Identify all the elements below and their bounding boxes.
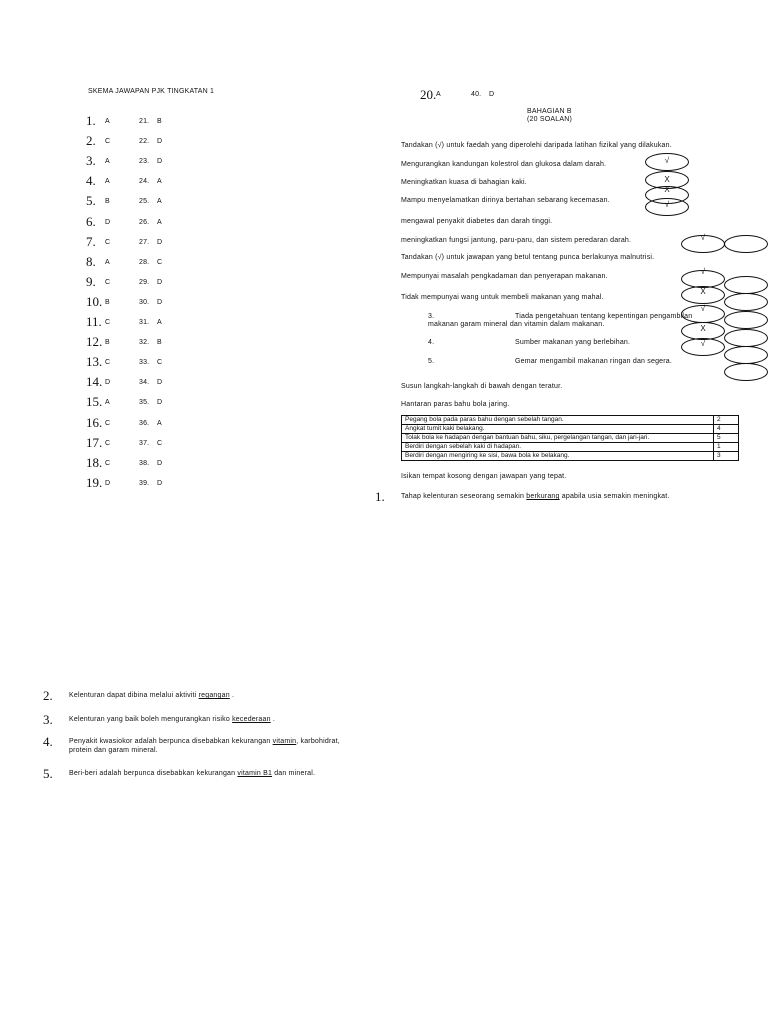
answer-value-2: B (157, 339, 162, 346)
answer-value-2: A (157, 178, 162, 185)
answer-oval (724, 235, 768, 253)
step-text: Berdiri dengan mengiring ke sisi, bawa bola ke belakang. (402, 452, 714, 461)
answer-value-2: D (489, 91, 495, 98)
answer-value-2: A (157, 319, 162, 326)
q2-item-number: 3. (428, 313, 435, 320)
q2-instruction: Tandakan (√) untuk jawapan yang betul tentang punca berlakunya malnutrisi. (401, 254, 655, 261)
tick-mark: √ (700, 267, 706, 276)
q1-item: meningkatkan fungsi jantung, paru-paru, dan sistem peredaran darah. (401, 237, 632, 244)
q2-item: Sumber makanan yang berlebihan. (515, 339, 631, 346)
q2-item: Mempunyai masalah pengkadaman dan penyerapan makanan. (401, 273, 608, 280)
answer-value: C (105, 460, 111, 467)
answer-number: 9. (86, 274, 96, 289)
answer-number-2: 33. (139, 359, 150, 366)
answer-number: 2. (86, 133, 96, 148)
answer-value: A (436, 91, 441, 98)
answer-blank: regangan (198, 692, 230, 699)
answer-number: 6. (86, 214, 96, 229)
step-order: 1 (714, 443, 739, 452)
answer-blank: vitamin B1 (237, 770, 273, 777)
answer-number: 18. (86, 455, 103, 470)
cross-mark: X (700, 324, 706, 333)
answer-oval (645, 198, 689, 216)
page-title: SKEMA JAWAPAN PJK TINGKATAN 1 (88, 88, 215, 95)
answer-oval (681, 305, 725, 323)
answer-number-2: 37. (139, 440, 150, 447)
table-row (402, 452, 739, 461)
item-text: Kelenturan yang baik boleh mengurangkan risiko kecederaan . (69, 716, 275, 723)
answer-value-2: D (157, 460, 163, 467)
answer-value: B (105, 198, 110, 205)
answer-value-2: D (157, 158, 163, 165)
answer-value-2: D (157, 379, 163, 386)
answer-number-2: 36. (139, 420, 150, 427)
answer-value: C (105, 138, 111, 145)
answer-number: 14. (86, 374, 103, 389)
answer-oval (681, 338, 725, 356)
step-order: 3 (714, 452, 739, 461)
table-row (402, 425, 739, 434)
answer-value: D (105, 379, 111, 386)
step-text: Berdiri dengan sebelah kaki di hadapan. (402, 443, 714, 452)
answer-number: 4. (86, 173, 96, 188)
step-order: 4 (714, 425, 739, 434)
q2-item: Tidak mempunyai wang untuk membeli makanan yang mahal. (401, 294, 604, 301)
answer-value-2: A (157, 219, 162, 226)
q1-item: Meningkatkan kuasa di bahagian kaki. (401, 179, 527, 186)
answer-oval (724, 363, 768, 381)
answer-oval (724, 311, 768, 329)
answer-value-2: D (157, 138, 163, 145)
answer-number: 13. (86, 354, 103, 369)
answer-value-2: D (157, 480, 163, 487)
answer-value: A (105, 399, 110, 406)
q3-subtitle: Hantaran paras bahu bola jaring. (401, 401, 510, 408)
answer-number: 8. (86, 254, 96, 269)
answer-value-2: C (157, 259, 163, 266)
answer-value-2: B (157, 118, 162, 125)
answer-number-2: 25. (139, 198, 150, 205)
step-text: Angkat tumit kaki belakang. (402, 425, 714, 434)
steps-table (401, 415, 739, 461)
answer-number-2: 35. (139, 399, 150, 406)
tick-mark: √ (700, 339, 706, 348)
answer-number: 16. (86, 415, 103, 430)
answer-number: 20. (420, 87, 437, 102)
step-text: Tolak bola ke hadapan dengan bantuan bahu, siku, pergelangan tangan, dan jari-jari. (402, 434, 714, 443)
answer-number-2: 29. (139, 279, 150, 286)
answer-value: D (105, 480, 111, 487)
step-order: 2 (714, 416, 739, 425)
tick-mark: √ (664, 156, 670, 165)
answer-value-2: A (157, 420, 162, 427)
answer-number-2: 27. (139, 239, 150, 246)
item-text: Kelenturan dapat dibina melalui aktiviti regangan . (69, 692, 235, 699)
answer-value: A (105, 259, 110, 266)
answer-number-2: 38. (139, 460, 150, 467)
q2-item-number: 5. (428, 358, 435, 365)
answer-number: 19. (86, 475, 103, 490)
q1-item: Mampu menyelamatkan dirinya bertahan sebarang kecemasan. (401, 197, 610, 204)
answer-value: C (105, 319, 111, 326)
tick-mark: √ (664, 200, 670, 209)
q4-instruction: Isikan tempat kosong dengan jawapan yang tepat. (401, 473, 567, 480)
cross-mark: X (664, 185, 670, 194)
answer-number-2: 22. (139, 138, 150, 145)
answer-value-2: D (157, 399, 163, 406)
item-number: 1. (375, 489, 385, 504)
answer-number: 7. (86, 234, 96, 249)
section-subtitle: (20 SOALAN) (527, 116, 572, 123)
answer-value: A (105, 158, 110, 165)
answer-number-2: 31. (139, 319, 150, 326)
answer-number-2: 39. (139, 480, 150, 487)
answer-value: B (105, 339, 110, 346)
answer-value: C (105, 279, 111, 286)
answer-value: A (105, 118, 110, 125)
item-number: 4. (43, 734, 53, 749)
item-text: Penyakit kwasiokor adalah berpunca disebabkan kekurangan vitamin, karbohidrat, (69, 738, 340, 745)
tick-mark: √ (700, 233, 706, 242)
answer-value: C (105, 239, 111, 246)
answer-number: 10. (86, 294, 103, 309)
answer-oval (645, 153, 689, 171)
table-row (402, 443, 739, 452)
answer-value: C (105, 359, 111, 366)
answer-number-2: 26. (139, 219, 150, 226)
answer-value: D (105, 219, 111, 226)
answer-blank: vitamin (272, 738, 297, 745)
answer-value-2: A (157, 198, 162, 205)
answer-number-2: 32. (139, 339, 150, 346)
answer-blank: kecederaan (232, 716, 271, 723)
answer-number-2: 23. (139, 158, 150, 165)
cross-mark: X (700, 287, 706, 296)
q3-instruction: Susun langkah-langkah di bawah dengan teratur. (401, 383, 563, 390)
answer-oval (681, 235, 725, 253)
answer-number: 3. (86, 153, 96, 168)
answer-oval (724, 346, 768, 364)
section-title: BAHAGIAN B (527, 108, 572, 115)
item-text-continuation: protein dan garam mineral. (69, 747, 158, 754)
answer-oval (724, 276, 768, 294)
q1-item: mengawal penyakit diabetes dan darah tinggi. (401, 218, 553, 225)
table-row (402, 416, 739, 425)
q2-item-number: 4. (428, 339, 435, 346)
answer-value-2: D (157, 279, 163, 286)
answer-value-2: D (157, 239, 163, 246)
q2-item: Tiada pengetahuan tentang kepentingan pengambilan (515, 313, 693, 320)
answer-value-2: C (157, 359, 163, 366)
q1-instruction: Tandakan (√) untuk faedah yang diperolehi daripada latihan fizikal yang dilakukan. (401, 142, 672, 149)
answer-number: 12. (86, 334, 103, 349)
answer-value: C (105, 440, 111, 447)
answer-number-2: 28. (139, 259, 150, 266)
answer-oval (681, 286, 725, 304)
step-order: 5 (714, 434, 739, 443)
q2-item: Gemar mengambil makanan ringan dan segera. (515, 358, 673, 365)
cross-mark: X (664, 175, 670, 184)
answer-number-2: 34. (139, 379, 150, 386)
answer-number: 5. (86, 193, 96, 208)
answer-blank: berkurang (526, 493, 560, 500)
answer-number: 11. (86, 314, 102, 329)
answer-number: 1. (86, 113, 96, 128)
answer-value: C (105, 420, 111, 427)
answer-value-2: D (157, 299, 163, 306)
answer-number-2: 30. (139, 299, 150, 306)
answer-number-2: 21. (139, 118, 150, 125)
answer-value-2: C (157, 440, 163, 447)
step-text: Pegang bola pada paras bahu dengan sebelah tangan. (402, 416, 714, 425)
table-row (402, 434, 739, 443)
answer-oval (724, 293, 768, 311)
answer-oval (724, 329, 768, 347)
item-number: 2. (43, 688, 53, 703)
q1-item: Mengurangkan kandungan kolestrol dan glukosa dalam darah. (401, 161, 607, 168)
answer-number: 15. (86, 394, 103, 409)
answer-value: A (105, 178, 110, 185)
answer-number: 17. (86, 435, 103, 450)
q2-item-continuation: makanan garam mineral dan vitamin dalam makanan. (428, 321, 605, 328)
answer-number-2: 24. (139, 178, 150, 185)
item-number: 3. (43, 712, 53, 727)
item-number: 5. (43, 766, 53, 781)
answer-value: B (105, 299, 110, 306)
answer-number-2: 40. (471, 91, 482, 98)
item-text: Tahap kelenturan seseorang semakin berkurang apabila usia semakin meningkat. (401, 493, 670, 500)
tick-mark: √ (700, 304, 706, 313)
item-text: Beri-beri adalah berpunca disebabkan kekurangan vitamin B1 dan mineral. (69, 770, 316, 777)
